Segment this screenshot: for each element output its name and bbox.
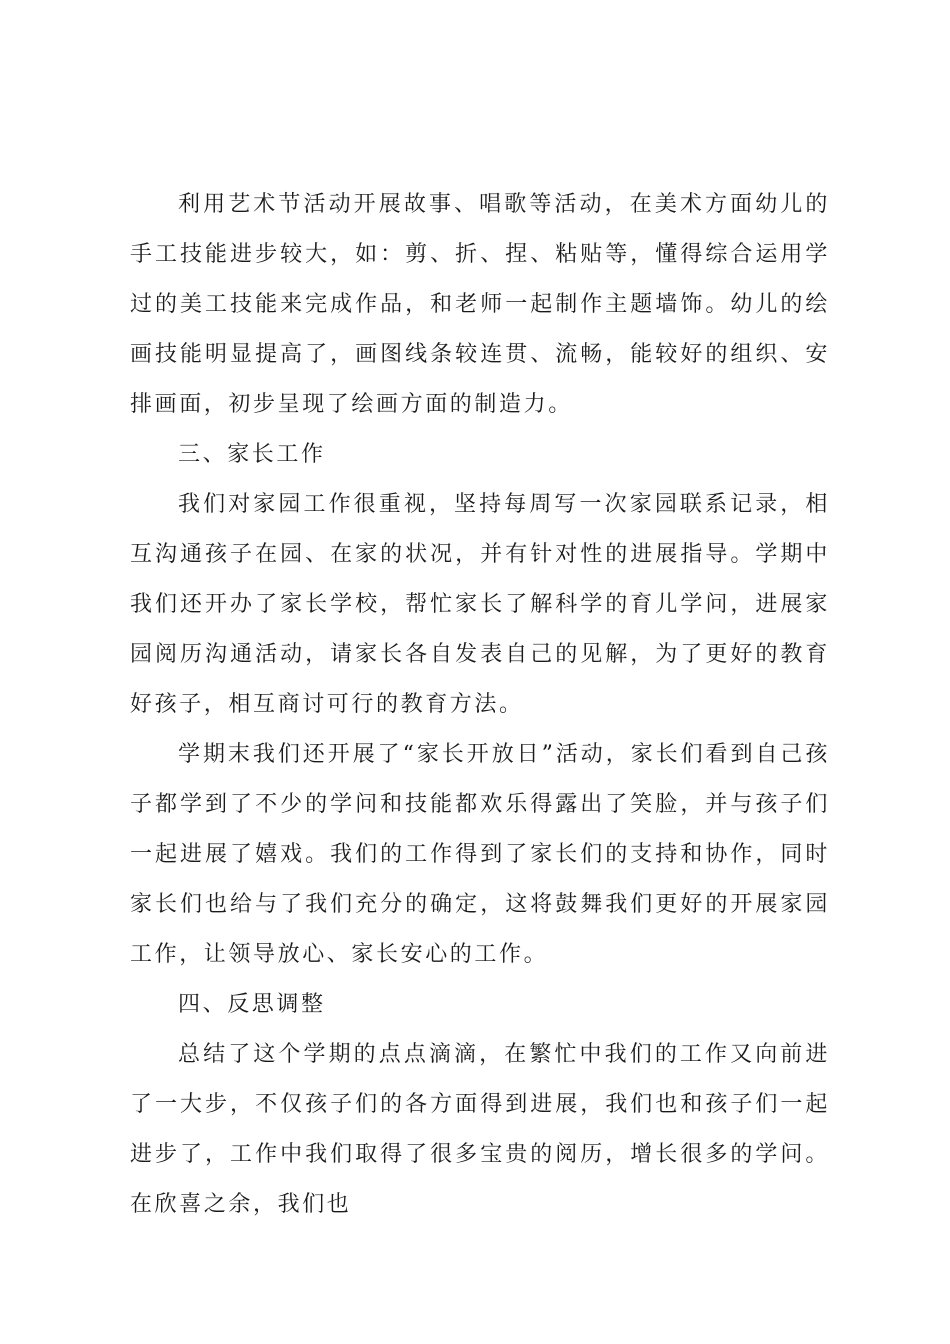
section-heading-parent-work: 三、家长工作 [178, 442, 326, 467]
paragraph-art-skills: 利用艺术节活动开展故事、唱歌等活动，在美术方面幼儿的手工技能进步较大，如：剪、折、捏、粘贴等，懂得综合运用学过的美工技能来完成作品，和老师一起制作主题墙饰。幼儿的绘画技能明显提高了，画图线条较连贯、流畅，能较好的组织、安排画面，初步呈现了绘画方面的制造力。 [130, 192, 830, 417]
section-heading-reflection: 四、反思调整 [178, 992, 326, 1017]
paragraph-open-day: 学期末我们还开展了“家长开放日”活动，家长们看到自己孩子都学到了不少的学问和技能都欢乐得露出了笑脸，并与孩子们一起进展了嬉戏。我们的工作得到了家长们的支持和协作，同时家长们也给与了我们充分的确定，这将鼓舞我们更好的开展家园工作，让领导放心、家长安心的工作。 [130, 742, 830, 967]
document-body [130, 180, 830, 1230]
paragraph-home-school: 我们对家园工作很重视，坚持每周写一次家园联系记录，相互沟通孩子在园、在家的状况，并有针对性的进展指导。学期中我们还开办了家长学校，帮忙家长了解科学的育儿学问，进展家园阅历沟通活动，请家长各自发表自己的见解，为了更好的教育好孩子，相互商讨可行的教育方法。 [130, 492, 830, 717]
paragraph-summary: 总结了这个学期的点点滴滴，在繁忙中我们的工作又向前进了一大步，不仅孩子们的各方面得到进展，我们也和孩子们一起进步了，工作中我们取得了很多宝贵的阅历，增长很多的学问。在欣喜之余，我们也 [130, 1042, 830, 1217]
